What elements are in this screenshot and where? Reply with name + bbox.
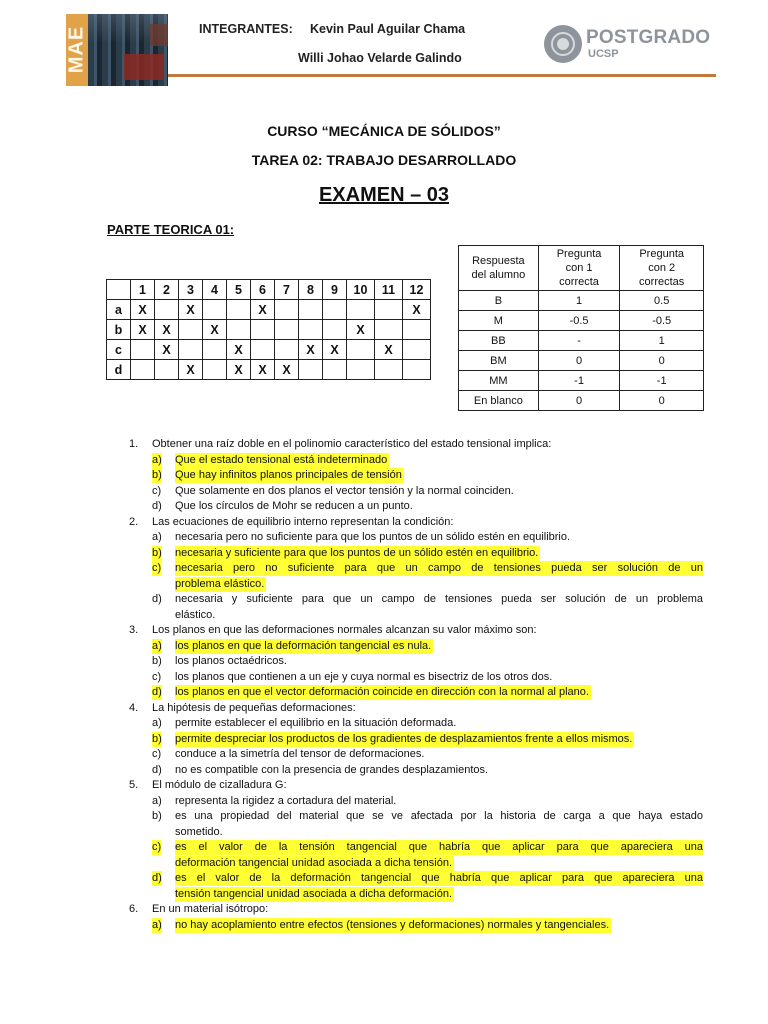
option-text: es el valor de la tensión tangencial que habría que aplicar para que apareciera una	[175, 841, 703, 853]
answer-grid-col-header: 1	[131, 280, 155, 300]
option-label: c)	[152, 841, 162, 853]
option-text: no hay acoplamiento entre efectos (tensiones y deformaciones) normales y tangenciales.	[175, 918, 610, 931]
scoring-header-line: Pregunta	[556, 248, 602, 260]
question-number: 3.	[129, 624, 139, 636]
question-text: El módulo de cizalladura G:	[152, 779, 287, 791]
option-label: a)	[152, 717, 162, 729]
course-title: CURSO “MECÁNICA DE SÓLIDOS”	[267, 123, 501, 139]
member-name: Kevin Paul Aguilar Chama	[310, 22, 466, 36]
question-text: Las ecuaciones de equilibrio interno representan la condición:	[152, 515, 454, 528]
option-text: Que solamente en dos planos el vector tensión y la normal coinciden.	[175, 484, 514, 497]
scoring-table-cell: 1	[538, 291, 620, 311]
option-text: necesaria pero no suficiente para que los puntos de un sólido estén en equilibrio.	[175, 531, 571, 543]
answer-grid-cell: X	[179, 300, 203, 320]
option-text: es el valor de la deformación tangencial que habría que aplicar para que apareciera una	[175, 872, 703, 884]
option-label: a)	[152, 639, 162, 652]
answer-grid-cell: X	[251, 360, 275, 380]
option-text: los planos octaédricos.	[175, 655, 287, 667]
answer-grid-col-header: 12	[403, 280, 431, 300]
option-text: es una propiedad del material que se ve afectada por la historia de carga a que haya estado	[175, 810, 703, 822]
question-text: Los planos en que las deformaciones normales alcanzan su valor máximo son:	[152, 624, 537, 636]
option-label: a)	[152, 453, 162, 466]
option-label: b)	[152, 810, 162, 822]
scoring-table-cell: MM	[459, 371, 539, 391]
option-text: necesaria y suficiente para que un campo de tensiones pueda ser solución de un problema	[175, 593, 703, 605]
option-label: a)	[152, 794, 162, 807]
option-label: d)	[152, 763, 162, 776]
option-text: no es compatible con la presencia de grandes desplazamientos.	[175, 763, 489, 776]
answer-grid-col-header: 5	[227, 280, 251, 300]
option-text: deformación tangencial unidad asociada a dicha tensión.	[175, 856, 453, 869]
integrantes-label: INTEGRANTES:	[199, 22, 293, 36]
answer-grid-col-header: 9	[323, 280, 347, 300]
option-text: los planos en que el vector deformación coincide en dirección con la normal al plano.	[175, 686, 589, 698]
option-text: los planos que contienen a un eje y cuya normal es bisectriz de los otros dos.	[175, 670, 553, 683]
answer-grid-col-header: 2	[155, 280, 179, 300]
question-number: 4.	[129, 701, 139, 714]
scoring-header-line: correcta	[559, 276, 599, 288]
scoring-header-line: con 1	[565, 262, 593, 274]
answer-grid-cell: X	[131, 320, 155, 340]
option-text: Que el estado tensional está indeterminado	[175, 453, 388, 466]
option-label: d)	[152, 500, 162, 512]
option-label: a)	[152, 918, 162, 931]
postgrado-logo-subtext: UCSP	[588, 48, 619, 60]
postgrado-logo-text: POSTGRADO	[586, 27, 711, 48]
scoring-table-cell: 0	[620, 351, 704, 371]
option-label: b)	[152, 546, 162, 559]
scoring-table-cell: 0	[538, 391, 620, 411]
scoring-table-cell: BB	[459, 331, 539, 351]
question-number: 2.	[129, 515, 139, 528]
option-text: permite despreciar los productos de los gradientes de desplazamientos frente a ellos mismos.	[175, 732, 633, 745]
member-name: Willi Johao Velarde Galindo	[298, 51, 462, 65]
answer-grid-col-header: 4	[203, 280, 227, 300]
option-text: tensión tangencial unidad asociada a dicha deformación.	[175, 887, 453, 900]
option-text: sometido.	[175, 825, 223, 838]
answer-grid-cell: X	[131, 300, 155, 320]
answer-grid-row-label: b	[107, 320, 131, 340]
answer-grid-col-header: 6	[251, 280, 275, 300]
option-text: Que los círculos de Mohr se reducen a un punto.	[175, 500, 413, 512]
answer-grid-col-header: 11	[375, 280, 403, 300]
answer-grid-cell: X	[155, 320, 179, 340]
question-text: En un material isótropo:	[152, 903, 269, 915]
answer-grid-cell: X	[275, 360, 299, 380]
scoring-table-cell: En blanco	[459, 391, 539, 411]
option-text: elástico.	[175, 608, 216, 621]
scoring-header-line: correctas	[639, 276, 685, 288]
question-number: 6.	[129, 903, 139, 915]
option-label: c)	[152, 670, 162, 683]
answer-grid-col-header: 3	[179, 280, 203, 300]
option-label: a)	[152, 531, 162, 543]
scoring-table-cell: -0.5	[538, 311, 620, 331]
scoring-table-cell: BM	[459, 351, 539, 371]
scoring-table-cell: 0	[620, 391, 704, 411]
scoring-table-cell: -0.5	[620, 311, 704, 331]
option-label: c)	[152, 748, 162, 760]
option-text: permite establecer el equilibrio en la situación deformada.	[175, 717, 457, 729]
option-text: Que hay infinitos planos principales de tensión	[175, 469, 402, 481]
scoring-table-cell: -1	[620, 371, 704, 391]
scoring-table-cell: 0	[538, 351, 620, 371]
option-text: conduce a la simetría del tensor de deformaciones.	[175, 748, 425, 760]
task-title: TAREA 02: TRABAJO DESARROLLADO	[251, 152, 517, 168]
answer-grid-col-header: 7	[275, 280, 299, 300]
scoring-header-line: con 2	[648, 262, 676, 274]
answer-grid-cell: X	[155, 340, 179, 360]
answer-grid-cell: X	[347, 320, 375, 340]
scoring-header-line: del alumno	[471, 269, 526, 281]
part-title: PARTE TEORICA 01:	[107, 222, 235, 237]
answer-grid-cell: X	[227, 360, 251, 380]
scoring-table-cell: B	[459, 291, 539, 311]
option-label: d)	[152, 593, 162, 605]
scoring-table-cell: 1	[620, 331, 704, 351]
answer-grid-col-header: 8	[299, 280, 323, 300]
scoring-table-cell: M	[459, 311, 539, 331]
answer-grid-row-label: c	[107, 340, 131, 360]
answer-grid-cell: X	[251, 300, 275, 320]
scoring-table-cell: 0.5	[620, 291, 704, 311]
question-number: 5.	[129, 779, 139, 791]
answer-grid-row-label: a	[107, 300, 131, 320]
scoring-table-cell: -1	[538, 371, 620, 391]
option-label: b)	[152, 732, 162, 745]
question-text: Obtener una raíz doble en el polinomio característico del estado tensional implica:	[152, 438, 552, 450]
answer-grid-cell: X	[323, 340, 347, 360]
option-text: necesaria y suficiente para que los puntos de un sólido estén en equilibrio.	[175, 546, 539, 559]
answer-grid-row-label: d	[107, 360, 131, 380]
question-text: La hipótesis de pequeñas deformaciones:	[152, 701, 356, 714]
answer-grid-col-header: 10	[347, 280, 375, 300]
answer-grid-cell: X	[203, 320, 227, 340]
scoring-table-cell: -	[538, 331, 620, 351]
answer-grid-cell: X	[179, 360, 203, 380]
scoring-header-line: Pregunta	[639, 248, 684, 260]
option-label: b)	[152, 469, 162, 481]
option-text: necesaria pero no suficiente para que un campo de tensiones pueda ser solución de un	[175, 562, 703, 574]
option-label: d)	[152, 686, 162, 698]
answer-grid-cell: X	[403, 300, 431, 320]
question-number: 1.	[129, 438, 139, 450]
option-text: problema elástico.	[175, 577, 265, 590]
option-label: b)	[152, 655, 162, 667]
option-text: representa la rigidez a cortadura del material.	[175, 794, 397, 807]
answer-grid-cell: X	[375, 340, 403, 360]
option-label: d)	[152, 872, 162, 884]
answer-grid-cell: X	[299, 340, 323, 360]
mae-logo-text: MAE	[66, 25, 88, 74]
option-text: los planos en que la deformación tangencial es nula.	[175, 639, 432, 652]
answer-grid-cell: X	[227, 340, 251, 360]
exam-title-text: EXAMEN – 03	[318, 184, 450, 206]
option-label: c)	[152, 484, 162, 497]
scoring-header-line: Respuesta	[472, 255, 525, 267]
option-label: c)	[152, 562, 162, 574]
